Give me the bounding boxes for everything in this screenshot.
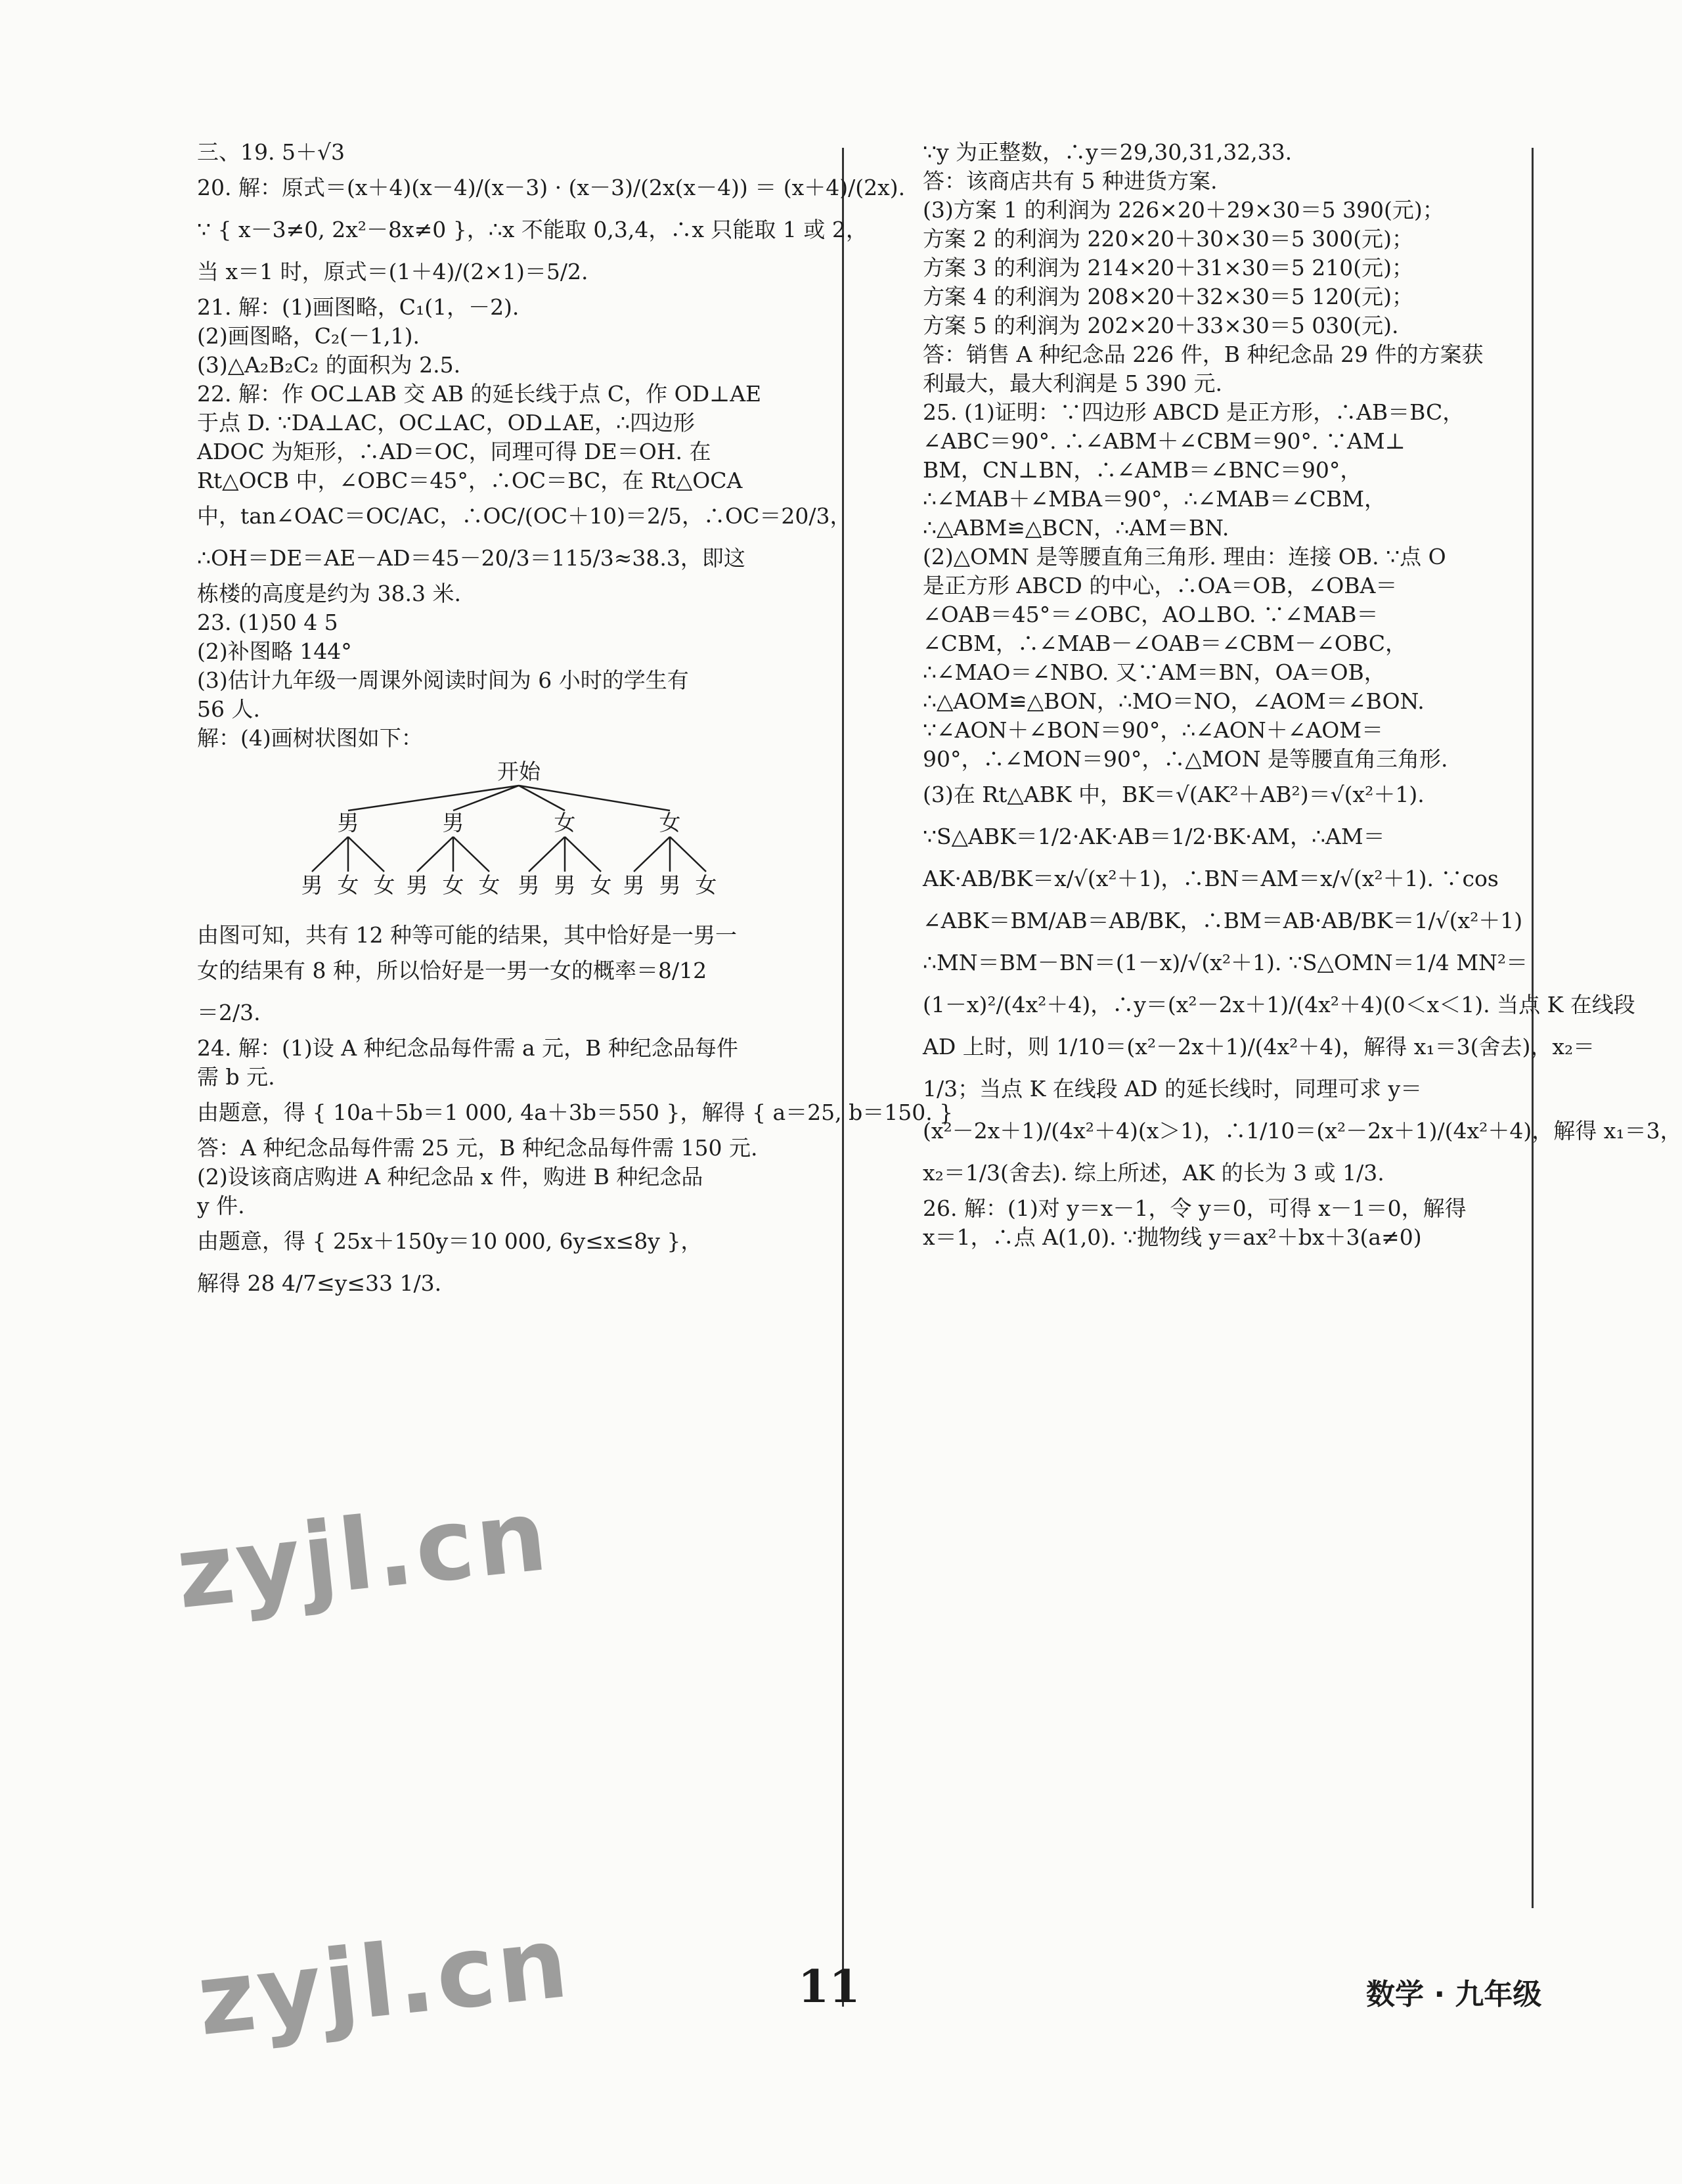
text-line: 由题意，得 { 10a＋5b＝1 000, 4a＋3b＝550 }，解得 { a＝25, b＝150. } xyxy=(197,1100,954,1125)
tree-node-level2: 女 xyxy=(695,872,717,898)
watermark: zyjl.cn xyxy=(171,1478,555,1632)
text-line: 26. 解：(1)对 y＝x－1，令 y＝0，可得 x－1＝0，解得 xyxy=(923,1195,1467,1221)
text-line: ∴△ABM≌△BCN，∴AM＝BN. xyxy=(923,515,1229,541)
text-line: 方案 2 的利润为 220×20＋30×30＝5 300(元)； xyxy=(923,226,1413,252)
text-line: BM，CN⊥BN，∴∠AMB＝∠BNC＝90°， xyxy=(923,457,1362,483)
text-line: y 件. xyxy=(197,1193,245,1218)
tree-node-level2: 男 xyxy=(659,872,681,898)
tree-branch xyxy=(670,837,706,872)
left-text-block xyxy=(197,138,906,753)
tree-node-level2: 男 xyxy=(554,872,576,898)
tree-node-level2: 女 xyxy=(478,872,500,898)
text-line: x＝1，∴点 A(1,0). ∵抛物线 y＝ax²＋bx＋3(a≠0) xyxy=(923,1224,1422,1250)
text-line: (2)设该商店购进 A 种纪念品 x 件，购进 B 种纪念品 xyxy=(197,1164,703,1190)
text-line: 90°，∴∠MON＝90°，∴△MON 是等腰直角三角形. xyxy=(923,746,1448,772)
text-line: ∴∠MAB＋∠MBA＝90°，∴∠MAB＝∠CBM， xyxy=(923,486,1386,512)
text-line: 是正方形 ABCD 的中心，∴OA＝OB，∠OBA＝ xyxy=(923,573,1398,598)
tree-diagram xyxy=(282,758,755,909)
text-line: ∴∠MAO＝∠NBO. 又∵AM＝BN，OA＝OB， xyxy=(923,659,1386,685)
text-line: x₂＝1/3(舍去). 综上所述，AK 的长为 3 或 1/3. xyxy=(923,1160,1384,1186)
watermark: zyjl.cn xyxy=(192,1905,576,2059)
tree-node-level1: 女 xyxy=(659,810,681,836)
text-line: AK·AB/BK＝x/√(x²＋1)，∴BN＝AM＝x/√(x²＋1). ∵cos xyxy=(923,866,1499,891)
tree-branch xyxy=(417,837,453,872)
text-line: ∴△AOM≌△BON，∴MO＝NO，∠AOM＝∠BON. xyxy=(923,688,1425,714)
text-line: 利最大，最大利润是 5 390 元. xyxy=(923,370,1222,396)
tree-node-level2: 男 xyxy=(301,872,323,898)
text-line: 女的结果有 8 种，所以恰好是一男一女的概率＝8/12 xyxy=(197,958,707,983)
text-line: 由图可知，共有 12 种等可能的结果，其中恰好是一男一 xyxy=(197,922,737,948)
text-line: 方案 5 的利润为 202×20＋33×30＝5 030(元). xyxy=(923,313,1399,338)
text-line: 解：(4)画树状图如下： xyxy=(197,725,423,751)
text-line: (3)△A₂B₂C₂ 的面积为 2.5. xyxy=(197,352,461,378)
text-line: (3)估计九年级一周课外阅读时间为 6 小时的学生有 xyxy=(197,667,689,693)
tree-node-level2: 女 xyxy=(590,872,612,898)
text-line: 需 b 元. xyxy=(197,1064,275,1090)
text-line: 答：销售 A 种纪念品 226 件，B 种纪念品 29 件的方案获 xyxy=(923,342,1484,367)
text-line: 栋楼的高度是约为 38.3 米. xyxy=(197,581,461,606)
text-line: 21. 解：(1)画图略，C₁(1，－2). xyxy=(197,294,520,320)
text-line: 24. 解：(1)设 A 种纪念品每件需 a 元，B 种纪念品每件 xyxy=(197,1035,738,1061)
tree-node-level2: 女 xyxy=(373,872,395,898)
text-line: 答：A 种纪念品每件需 25 元，B 种纪念品每件需 150 元. xyxy=(197,1135,758,1161)
text-line: (3)方案 1 的利润为 226×20＋29×30＝5 390(元)； xyxy=(923,197,1444,223)
text-line: AD 上时，则 1/10＝(x²－2x＋1)/(4x²＋4)，解得 x₁＝3(舍去)，x₂＝ xyxy=(923,1034,1595,1059)
text-line: ∴OH＝DE＝AE－AD＝45－20/3＝115/3≈38.3，即这 xyxy=(197,545,745,571)
tree-branch xyxy=(348,837,384,872)
subject-label: 数学 · 九年级 xyxy=(1366,1978,1542,2011)
tree-node-level2: 男 xyxy=(518,872,540,898)
text-line: ∵ { x－3≠0, 2x²－8x≠0 }，∴x 不能取 0,3,4，∴x 只能取 1 或 2， xyxy=(197,217,868,242)
text-line: (2)补图略 144° xyxy=(197,638,352,664)
text-line: ∵S△ABK＝1/2·AK·AB＝1/2·BK·AM，∴AM＝ xyxy=(923,824,1385,849)
tree-branch xyxy=(565,837,601,872)
text-line: ∵y 为正整数，∴y＝29,30,31,32,33. xyxy=(923,139,1293,165)
text-line: ∴MN＝BM－BN＝(1－x)/√(x²＋1). ∵S△OMN＝1/4 MN²＝ xyxy=(923,950,1528,975)
text-line: ADOC 为矩形，∴AD＝OC，同理可得 DE＝OH. 在 xyxy=(197,439,711,464)
text-line: ∠OAB＝45°＝∠OBC，AO⊥BO. ∵∠MAB＝ xyxy=(923,602,1379,627)
text-line: ∵∠AON＋∠BON＝90°，∴∠AON＋∠AOM＝ xyxy=(923,717,1384,743)
tree-node-level1: 男 xyxy=(442,810,464,836)
tree-node-level2: 女 xyxy=(442,872,464,898)
text-line: 25. (1)证明：∵四边形 ABCD 是正方形，∴AB＝BC， xyxy=(923,399,1465,425)
left-column xyxy=(197,138,954,1304)
tree-node-level2: 女 xyxy=(337,872,359,898)
right-text-block xyxy=(923,138,1682,1252)
tree-branch xyxy=(634,837,670,872)
text-line: 于点 D. ∵DA⊥AC，OC⊥AC，OD⊥AE，∴四边形 xyxy=(197,410,696,435)
text-line: ＝2/3. xyxy=(197,1000,261,1025)
text-line: (x²－2x＋1)/(4x²＋4)(x＞1)，∴1/10＝(x²－2x＋1)/(4x²＋4)，解得 x₁＝3， xyxy=(923,1118,1682,1144)
text-line: Rt△OCB 中，∠OBC＝45°，∴OC＝BC，在 Rt△OCA xyxy=(197,468,743,493)
text-line: (1－x)²/(4x²＋4)，∴y＝(x²－2x＋1)/(4x²＋4)(0＜x＜1). 当点 K 在线段 xyxy=(923,992,1635,1017)
text-line: 方案 3 的利润为 214×20＋31×30＝5 210(元)； xyxy=(923,255,1413,280)
tree-root: 开始 xyxy=(497,759,541,784)
text-line: 1/3；当点 K 在线段 AD 的延长线时，同理可求 y＝ xyxy=(923,1076,1423,1102)
text-line: ∠CBM，∴∠MAB－∠OAB＝∠CBM－∠OBC， xyxy=(923,631,1407,656)
tree-branch xyxy=(529,837,565,872)
page-number: 11 xyxy=(798,1961,860,2013)
text-line: ∠ABK＝BM/AB＝AB/BK，∴BM＝AB·AB/BK＝1/√(x²＋1) xyxy=(923,908,1523,933)
tree-branch xyxy=(312,837,348,872)
text-line: (3)在 Rt△ABK 中，BK＝√(AK²＋AB²)＝√(x²＋1). xyxy=(923,782,1425,807)
text-line: 中，tan∠OAC＝OC/AC，∴OC/(OC＋10)＝2/5，∴OC＝20/3， xyxy=(197,503,852,529)
tree-node-level2: 男 xyxy=(406,872,428,898)
text-line: 方案 4 的利润为 208×20＋32×30＝5 120(元)； xyxy=(923,284,1413,309)
text-line: 由题意，得 { 25x＋150y＝10 000, 6y≤x≤8y }， xyxy=(197,1228,703,1254)
right-column xyxy=(923,138,1682,1252)
tree-node-level2: 男 xyxy=(623,872,645,898)
text-line: 三、19. 5＋√3 xyxy=(197,139,345,165)
tree-branch xyxy=(453,786,519,811)
text-line: (2)△OMN 是等腰直角三角形. 理由：连接 OB. ∵点 O xyxy=(923,544,1446,569)
text-line: 56 人. xyxy=(197,696,260,722)
text-line: ∠ABC＝90°. ∴∠ABM＋∠CBM＝90°. ∵AM⊥ xyxy=(923,428,1405,454)
text-line: 22. 解：作 OC⊥AB 交 AB 的延长线于点 C，作 OD⊥AE xyxy=(197,381,762,407)
left-text-block-2 xyxy=(197,921,954,1304)
tree-node-level1: 女 xyxy=(554,810,576,836)
text-line: 20. 解：原式＝(x＋4)(x－4)/(x－3) · (x－3)/(2x(x－4)) ＝ (x＋4)/(2x). xyxy=(197,175,906,200)
text-line: 解得 28 4/7≤y≤33 1/3. xyxy=(197,1270,442,1296)
tree-branch xyxy=(453,837,489,872)
text-line: 答：该商店共有 5 种进货方案. xyxy=(923,168,1218,194)
text-line: 当 x＝1 时，原式＝(1＋4)/(2×1)＝5/2. xyxy=(197,259,588,284)
tree-node-level1: 男 xyxy=(337,810,359,836)
text-line: (2)画图略，C₂(－1,1). xyxy=(197,323,420,349)
tree-branch xyxy=(348,786,519,811)
text-line: 23. (1)50 4 5 xyxy=(197,610,338,635)
